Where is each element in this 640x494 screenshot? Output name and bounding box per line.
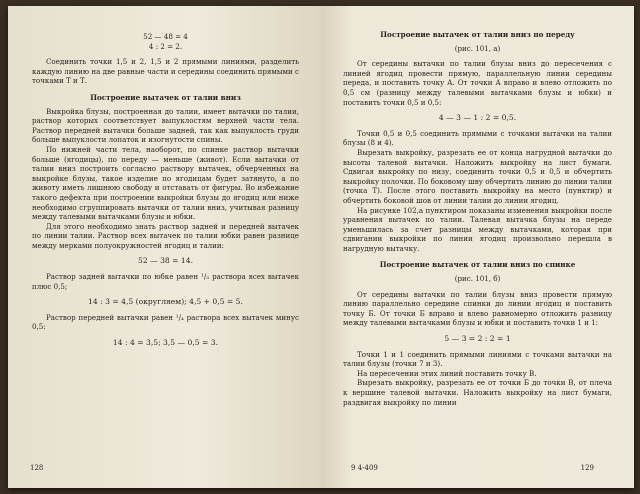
left-page (8, 6, 321, 488)
section-heading: Построение вытачек от талии вниз по спинке (379, 260, 576, 270)
paragraph: На рисунке 102,а пунктиром показаны изменения выкройки после уравнения вытачек по талии. Талевая вытачка блузы на переде уменьшилась за счет разницы между вытачками, которая при сдвигании выкройки по линии ягодиц произвольно перешла в нагрудную вытачку. (343, 205, 612, 253)
paragraph: От середины вытачки по талии блузы вниз до пересечения с линией ягодиц провести прямую, параллельную линии середины переда, и поставить точку А. От точки А вправо и влево отложить по 0,5 см (разницу между талевыми вытачками блузы и юбки) и поставить точки 0,5 и 0,5: (343, 59, 612, 107)
book-spread (8, 6, 634, 488)
figure-reference: (рис. 101, а) (454, 43, 501, 53)
paragraph: Раствор передней вытачки равен ¹/₄ раствора всех вытачек минус 0,5: (32, 312, 299, 332)
equation: 4 — 3 — 1 : 2 = 0,5. (438, 113, 517, 123)
equation: 52 — 38 = 14. (137, 256, 193, 266)
page-number: 129 (580, 464, 594, 473)
paragraph: Выкройка блузы, построенная до талии, имеет вытачки по талии, раствор которых соответствует выпуклостям верхней части тела. Раствор передней вытачки больше задней, так как выпуклость груди больше выпуклости лопаток и изогнутости спины. (32, 106, 299, 145)
paragraph: Точки 1 и 1 соединить прямыми линиями с точками вытачки на талии блузы (точки 7 и 3). (343, 349, 612, 369)
paragraph: По нижней части тела, наоборот, по спинке раствор вытачки больше (ягодицы), по переду — меньше (живот). Если вытачки от талии вниз построить согласно раствору вытачек, обчерченных на выкройке блузы, такое изделие по ягодицам будет затянуто, а по животу иметь лишнюю свободу и отставать от фигуры. Во избежание такого дефекта при построении выкройки блузы до ягодиц или ниже необходимо сгруппировать вытачки от талии вниз, учитывая разницу между талевыми вытачками блузы и юбки. (32, 144, 299, 222)
formula-line-1: 52 — 48 = 4 (143, 32, 188, 41)
right-page (321, 6, 634, 488)
paragraph: Для этого необходимо знать раствор задней и передней вытачек по линии талии. Раствор всех вытачек по талии юбки равен разнице между мерками полуокружностей ягодиц и талии: (32, 221, 299, 250)
formula-line-2: 4 : 2 = 2. (148, 41, 183, 51)
equation: 5 — 3 = 2 : 2 = 1 (444, 334, 511, 344)
paragraph: Соединить точки 1,5 и 2, 1,5 и 2 прямыми линиями, разделить каждую линию на две равные части и середины соединить прямыми с точками Т и Т. (32, 57, 299, 86)
paragraph: От середины вытачки по талии блузы вниз провести прямую линию параллельно середине спинки до линии ягодиц и поставить точку Б. От точки Б вправо и влево равномерно отложить разницу между талевыми вытачками блузы и юбки и поставить точки 1 и 1: (343, 289, 612, 328)
section-heading: Построение вытачек от талии вниз (90, 92, 241, 102)
paragraph: Вырезать выкройку, разрезать ее от конца нагрудной вытачки до высоты талевой вытачки. Наложить выкройку на лист бумаги. Сдвигая выкройку по низу, соединить точки 0,5 и 0,5 и обчертить выкройку полочки. По боковому шву обчертить линию до линии талии (точка Т). После этого поставить выкройку на место (пунктир) и обчертить боковой шов от линии талии до линии ягодиц. (343, 147, 612, 205)
paragraph: Вырезать выкройку, разрезать ее от точки Б до точки В, от плеча к вершине талевой вытачки. Наложить выкройку на лист бумаги, раздвигая выкройку по линии (343, 378, 612, 407)
figure-reference: (рис. 101, б) (454, 274, 501, 284)
equation: 14 : 3 = 4,5 (округляем); 4,5 + 0,5 = 5. (88, 297, 243, 307)
printer-signature: 9 4-409 (351, 464, 378, 473)
paragraph: Точки 0,5 и 0,5 соединить прямыми с точками вытачки на талии блузы (8 и 4). (343, 128, 612, 148)
page-number: 128 (30, 464, 44, 473)
paragraph: На пересечении этих линий поставить точку В. (357, 368, 537, 378)
paragraph: Раствор задней вытачки по юбке равен ¹/₃ раствора всех вытачек плюс 0,5; (32, 272, 299, 291)
section-heading: Построение вытачек от талии вниз по переду (380, 30, 575, 39)
equation: 14 : 4 = 3,5; 3,5 — 0,5 = 3. (112, 338, 219, 348)
